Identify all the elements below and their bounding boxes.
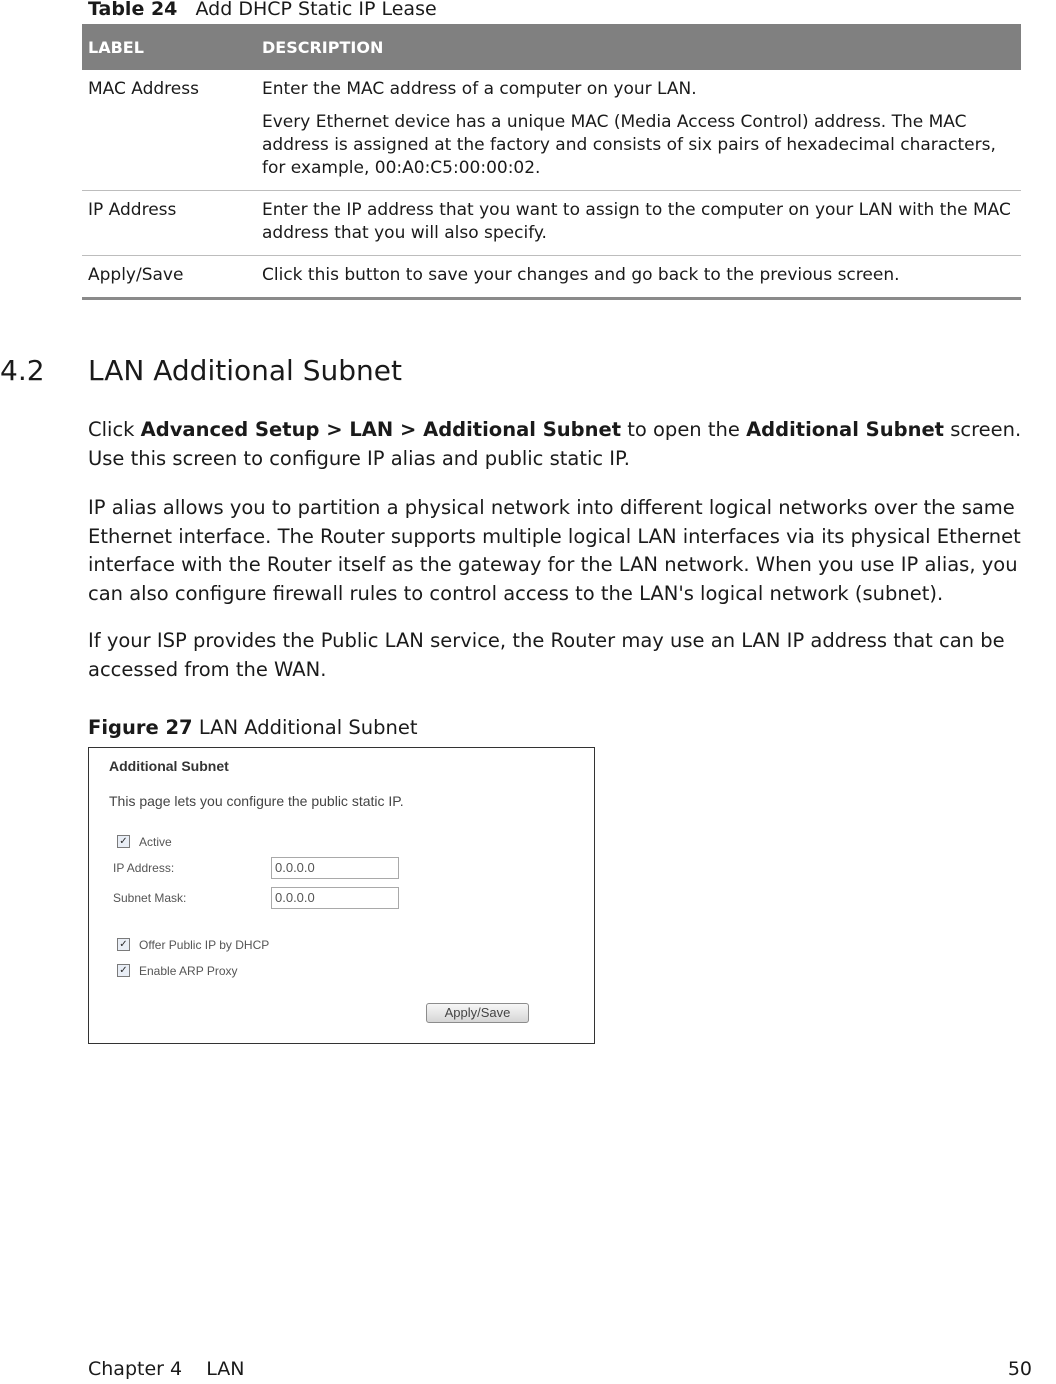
arp-proxy-label: Enable ARP Proxy — [139, 964, 238, 978]
footer-chapter: Chapter 4 LAN — [88, 1358, 245, 1380]
active-label: Active — [139, 835, 172, 849]
page-number: 50 — [1007, 1358, 1032, 1380]
ip-address-label: IP Address: — [113, 861, 175, 875]
menu-path: Advanced Setup > LAN > Additional Subnet — [140, 418, 622, 441]
text-run: to open the — [621, 418, 747, 441]
table-header-row — [82, 24, 1021, 70]
section-title: LAN Additional Subnet — [88, 354, 402, 387]
section-number: 4.2 — [0, 354, 45, 387]
arp-proxy-checkbox[interactable]: ✓ — [117, 964, 130, 977]
screen-title: Additional Subnet — [109, 758, 229, 774]
header-label: LABEL — [82, 24, 262, 70]
ip-address-input[interactable]: 0.0.0.0 — [271, 857, 399, 879]
row-description-line: Enter the IP address that you want to assign to the computer on your LAN with the MAC address that you will also specify. — [262, 200, 1011, 243]
screen-description: This page lets you configure the public static IP. — [109, 793, 404, 809]
text-run: screen. Use this screen to configure IP alias and public static IP. — [88, 418, 1022, 470]
apply-save-button[interactable]: Apply/Save — [426, 1003, 529, 1023]
additional-subnet-screenshot — [88, 747, 595, 1044]
table-caption — [88, 0, 437, 20]
row-description-line: Every Ethernet device has a unique MAC (Media Access Control) address. The MAC address is assigned at the factory and consists of six pairs of hexadecimal characters, for example, 00:A0:C5:00:00:02. — [262, 112, 996, 178]
row-description — [262, 256, 1021, 299]
row-label: IP Address — [82, 191, 262, 256]
row-label: Apply/Save — [82, 256, 262, 299]
offer-public-ip-label: Offer Public IP by DHCP — [139, 938, 270, 952]
figure-caption-title: LAN Additional Subnet — [198, 716, 418, 739]
table-caption-title: Add DHCP Static IP Lease — [195, 0, 437, 20]
row-label: MAC Address — [82, 70, 262, 191]
figure-caption — [88, 716, 417, 739]
paragraph-public-lan: If your ISP provides the Public LAN service, the Router may use an LAN IP address that can be accessed from the WAN. — [88, 629, 1005, 681]
subnet-mask-label: Subnet Mask: — [113, 891, 187, 905]
row-description — [262, 70, 1021, 191]
dhcp-lease-table — [82, 24, 1021, 300]
table-row — [82, 70, 1021, 191]
header-description: DESCRIPTION — [262, 24, 1021, 70]
row-description-line: Enter the MAC address of a computer on your LAN. — [262, 79, 697, 99]
active-checkbox[interactable]: ✓ — [117, 835, 130, 848]
paragraph-intro — [88, 416, 1048, 473]
table-caption-label: Table 24 — [88, 0, 178, 20]
text-run: Click — [88, 418, 141, 441]
screen-name: Additional Subnet — [746, 418, 945, 441]
row-description-line: Click this button to save your changes and go back to the previous screen. — [262, 265, 900, 285]
table-row — [82, 256, 1021, 299]
subnet-mask-input[interactable]: 0.0.0.0 — [271, 887, 399, 909]
paragraph-ip-alias: IP alias allows you to partition a physical network into different logical networks over the same Ethernet interface. The Router supports multiple logical LAN interfaces via its physical Ethernet interface with the Router itself as the gateway for the LAN network. When you use IP alias, you can also configure firewall rules to control access to the LAN's logical network (subnet). — [88, 496, 1021, 605]
row-description — [262, 191, 1021, 256]
offer-public-ip-checkbox[interactable]: ✓ — [117, 938, 130, 951]
table-row — [82, 191, 1021, 256]
figure-caption-label: Figure 27 — [88, 716, 193, 739]
